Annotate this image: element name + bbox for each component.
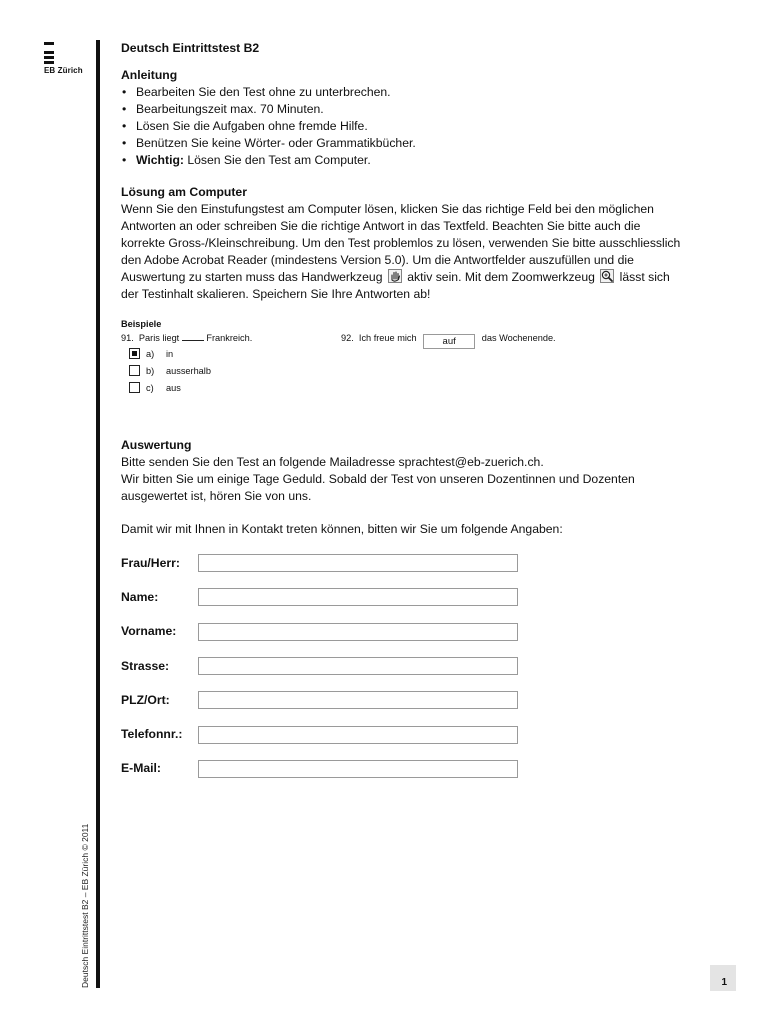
field-label: Strasse: [121, 658, 170, 673]
instruction-item: • Lösen Sie die Aufgaben ohne fremde Hilfe. [122, 119, 368, 133]
document-content [121, 40, 681, 786]
field-label: E-Mail: [121, 761, 161, 776]
field-label: Vorname: [121, 624, 177, 639]
eb-zurich-logo [44, 42, 83, 75]
instruction-item: • Wichtig: Lösen Sie den Test am Computer. [122, 153, 371, 167]
instruction-item: • Bearbeitungszeit max. 70 Minuten. [122, 102, 324, 116]
example-92: 92. Ich freue mich auf das Wochenende. [341, 333, 556, 347]
form-row-telefon [121, 717, 681, 751]
zoom-icon [600, 269, 614, 283]
instruction-item: • Benützen Sie keine Wörter- oder Grammatikbücher. [122, 136, 416, 150]
auswertung-contact-line: Damit wir mit Ihnen in Kontakt treten können, bitten wir Sie um folgende Angaben: [121, 522, 563, 536]
vorname-field[interactable] [198, 623, 518, 641]
computer-heading: Lösung am Computer [121, 185, 247, 199]
form-row-frau-herr [121, 546, 681, 580]
email-field[interactable] [198, 760, 518, 778]
field-label: Telefonnr.: [121, 727, 183, 742]
logo-name: EB Zürich [44, 66, 83, 75]
checkbox[interactable] [129, 382, 140, 393]
page-number: 1 [710, 965, 736, 991]
field-label: Name: [121, 589, 159, 604]
example-answer-field[interactable]: auf [423, 334, 475, 349]
anleitung-heading: Anleitung [121, 68, 178, 82]
option-a[interactable]: a) in [129, 345, 331, 362]
frau-herr-field[interactable] [198, 554, 518, 572]
telefon-field[interactable] [198, 726, 518, 744]
contact-form [121, 546, 681, 786]
checkbox-checked[interactable] [129, 348, 140, 359]
instruction-item: • Bearbeiten Sie den Test ohne zu unterbrechen. [122, 85, 391, 99]
form-row-name [121, 580, 681, 614]
option-c[interactable]: c) aus [129, 379, 331, 396]
form-row-plz-ort [121, 683, 681, 717]
form-row-email [121, 752, 681, 786]
computer-instructions: Wenn Sie den Einstufungstest am Computer lösen, klicken Sie das richtige Feld bei den möglichen Antworten an oder schreiben Sie die richtige Antwort in das Textfeld. Beachten Sie bitte auch die korrekte Gross-/Kleinschreibung. Um den Test problemlos zu lösen, verwenden Sie bitte ausschliesslich den Adobe Acrobat Reader (mindestens Version 5.0). Um die Antwortfelder auszufüllen und die Auswertung zu starten muss das Handwerkzeug aktiv sein. Mit dem Zoomwerkzeug lässt sich der Testinhalt skalieren. Speichern Sie Ihre Antworten ab! [121, 202, 681, 301]
plz-ort-field[interactable] [198, 691, 518, 709]
side-footer-text: Deutsch Eintrittstest B2 – EB Zürich © 2011 [80, 823, 90, 988]
example-91: 91. Paris liegt Frankreich. a) in b) ausserhalb c) aus [121, 331, 331, 396]
examples-section [121, 317, 681, 397]
form-row-strasse [121, 649, 681, 683]
field-label: PLZ/Ort: [121, 692, 170, 707]
auswertung-email-line: Bitte senden Sie den Test an folgende Mailadresse sprachtest@eb-zuerich.ch. [121, 455, 544, 469]
answer-blank [182, 331, 204, 341]
logo-bars-icon [44, 42, 83, 64]
checkbox[interactable] [129, 365, 140, 376]
hand-icon [388, 269, 402, 283]
field-label: Frau/Herr: [121, 555, 180, 570]
strasse-field[interactable] [198, 657, 518, 675]
name-field[interactable] [198, 588, 518, 606]
document-title: Deutsch Eintrittstest B2 [121, 41, 260, 55]
form-row-vorname [121, 615, 681, 649]
vertical-rule [96, 40, 100, 988]
option-b[interactable]: b) ausserhalb [129, 362, 331, 379]
auswertung-patience-line: Wir bitten Sie um einige Tage Geduld. Sobald der Test von unseren Dozentinnen und Dozenten ausgewertet ist, hören Sie von uns. [121, 472, 635, 503]
instruction-list [121, 84, 681, 169]
auswertung-heading: Auswertung [121, 438, 192, 452]
examples-label: Beispiele [121, 319, 162, 329]
